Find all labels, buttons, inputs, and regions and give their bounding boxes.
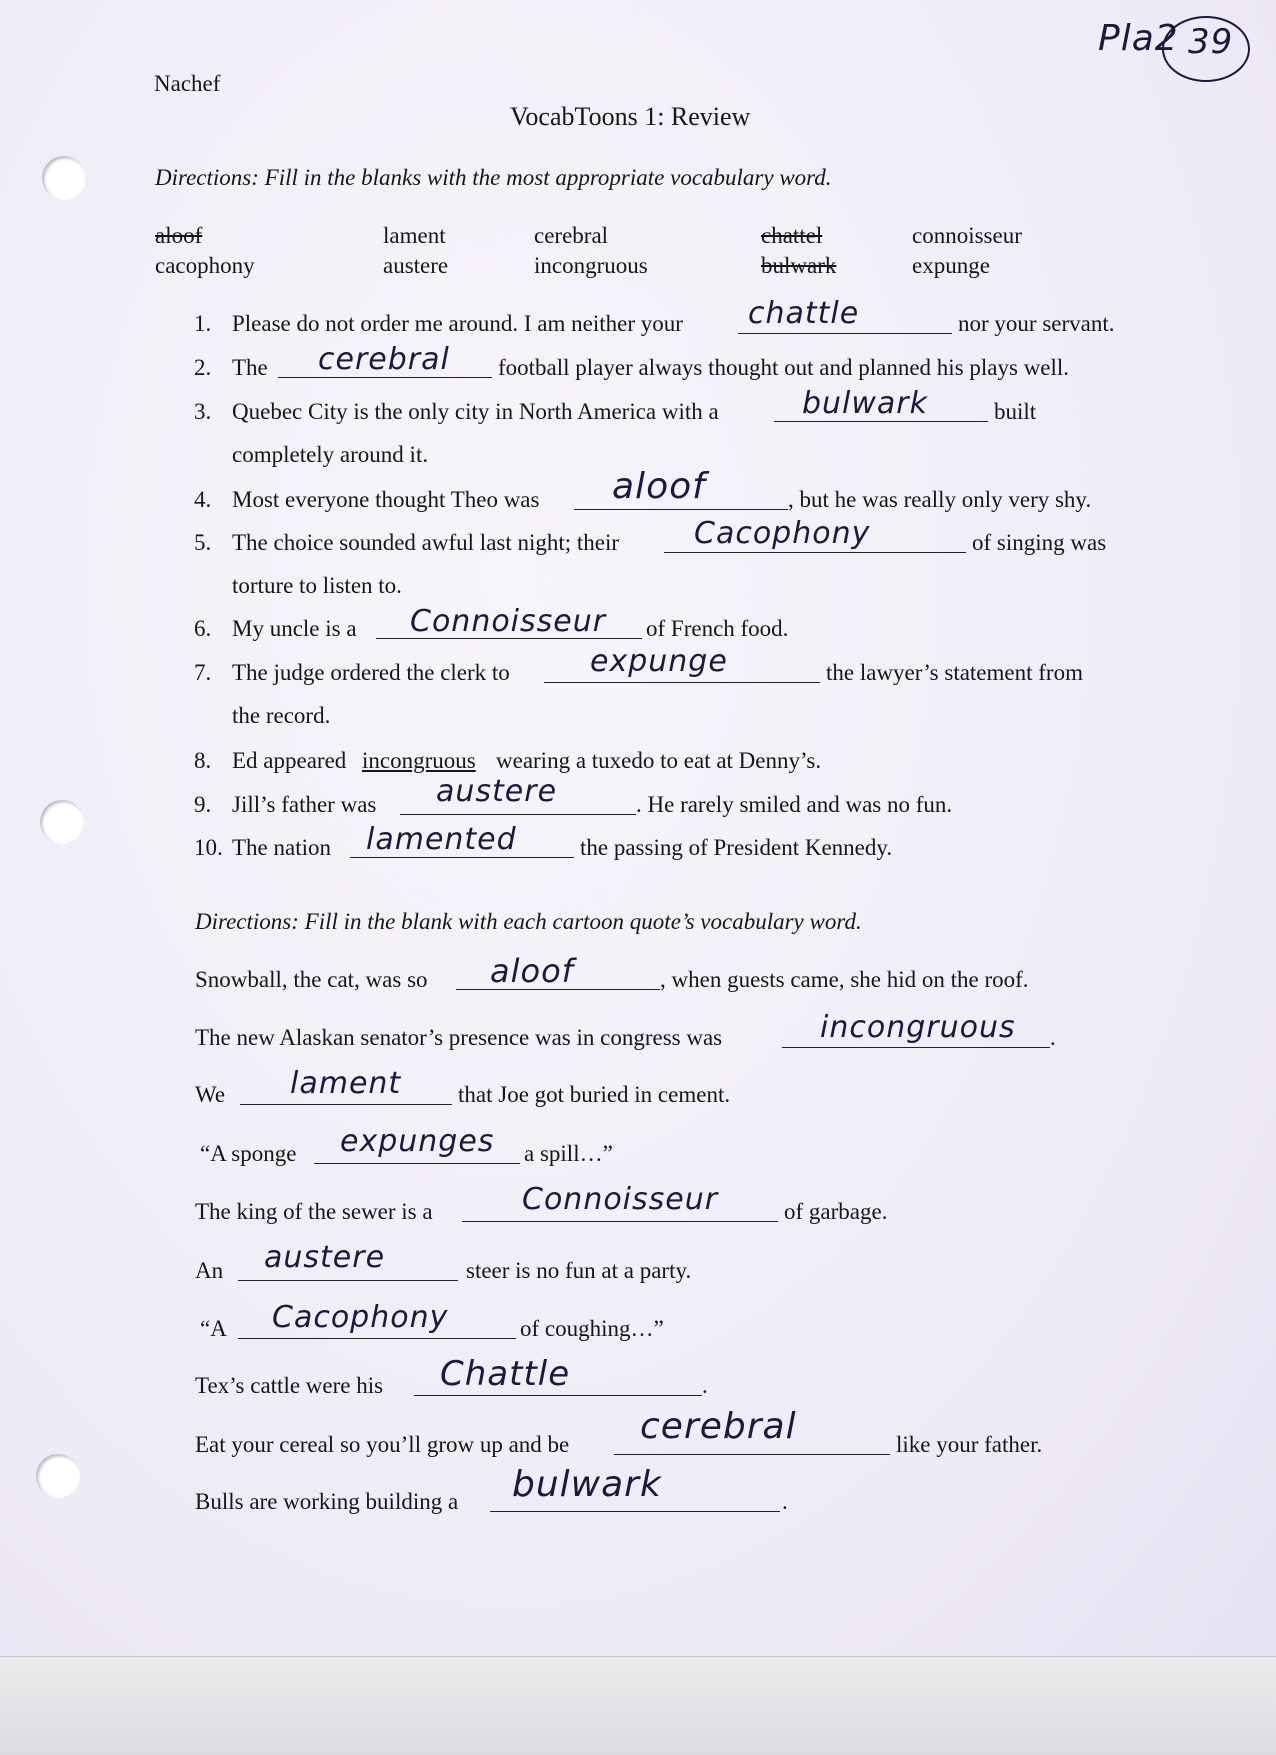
question-text: The nation — [232, 835, 331, 860]
question-text: My uncle is a — [232, 616, 357, 641]
question-text: . He rarely smiled and was no fun. — [636, 792, 953, 817]
answer-blank[interactable] — [544, 682, 820, 683]
question-text: torture to listen to. — [232, 573, 402, 598]
quote-text: , when guests came, she hid on the roof. — [660, 967, 1029, 992]
corner-note: Pla2 — [1098, 18, 1179, 59]
binder-hole-top — [42, 156, 86, 200]
answer-blank[interactable] — [314, 1163, 520, 1164]
answer-blank[interactable] — [240, 1104, 452, 1105]
answer-blank[interactable] — [664, 552, 966, 553]
question-text: wearing a tuxedo to eat at Denny’s. — [496, 748, 822, 773]
handwritten-answer: Connoisseur — [522, 1182, 719, 1217]
question-text: nor your servant. — [958, 311, 1115, 336]
quote-text: “A sponge — [200, 1141, 297, 1166]
word-bank-item: aloof — [155, 223, 203, 248]
question-text: completely around it. — [232, 442, 429, 467]
answer-blank[interactable] — [782, 1047, 1050, 1048]
question-number: 7. — [194, 660, 212, 685]
question-text: The judge ordered the clerk to — [232, 660, 510, 685]
question-number: 3. — [194, 399, 212, 424]
word-bank-item: lament — [383, 223, 446, 248]
handwritten-answer: expunges — [340, 1124, 495, 1159]
question-number: 8. — [194, 748, 212, 773]
quote-text: An — [195, 1258, 224, 1283]
answer-blank[interactable] — [350, 857, 574, 858]
answer-blank[interactable] — [462, 1221, 778, 1222]
question-number: 5. — [194, 530, 212, 555]
question-text: Please do not order me around. I am neither your — [232, 311, 683, 336]
quote-text: . — [782, 1489, 788, 1514]
answer-blank[interactable] — [738, 333, 952, 334]
underlined-word: incongruous — [362, 748, 476, 773]
word-bank-item: cerebral — [534, 223, 609, 248]
answer-blank[interactable] — [278, 377, 492, 378]
quote-text: The king of the sewer is a — [195, 1199, 433, 1224]
word-bank-item: bulwark — [761, 253, 837, 278]
binder-hole-middle — [40, 800, 84, 844]
question-text: of singing was — [972, 530, 1107, 555]
word-bank-item: cacophony — [155, 253, 255, 278]
handwritten-answer: austere — [436, 774, 558, 809]
quote-text: . — [702, 1373, 708, 1398]
score: 39 — [1188, 22, 1234, 62]
question-text: Quebec City is the only city in North America with a — [232, 399, 719, 424]
answer-blank[interactable] — [414, 1395, 702, 1396]
scanner-bed — [0, 1656, 1276, 1755]
question-number: 6. — [194, 616, 212, 641]
question-text: the lawyer’s statement from — [826, 660, 1083, 685]
word-bank-item: chattel — [761, 223, 823, 248]
quote-text: Eat your cereal so you’ll grow up and be — [195, 1432, 570, 1457]
question-text: Most everyone thought Theo was — [232, 487, 540, 512]
directions-1: Directions: Fill in the blanks with the most appropriate vocabulary word. — [155, 165, 832, 190]
question-number: 9. — [194, 792, 212, 817]
directions-2: Directions: Fill in the blank with each cartoon quote’s vocabulary word. — [195, 909, 862, 934]
question-text: Ed appeared — [232, 748, 347, 773]
answer-blank[interactable] — [614, 1454, 890, 1455]
handwritten-answer: aloof — [490, 952, 574, 990]
word-bank-item: incongruous — [534, 253, 648, 278]
quote-text: that Joe got buried in cement. — [458, 1082, 731, 1107]
question-text: football player always thought out and planned his plays well. — [498, 355, 1070, 380]
question-number: 1. — [194, 311, 212, 336]
quote-text: We — [195, 1082, 226, 1107]
quote-text: “A — [200, 1316, 227, 1341]
answer-blank[interactable] — [774, 421, 988, 422]
page-title: VocabToons 1: Review — [510, 102, 751, 131]
handwritten-answer: cerebral — [640, 1406, 797, 1447]
question-text: The — [232, 355, 268, 380]
quote-text: steer is no fun at a party. — [466, 1258, 692, 1283]
handwritten-answer: Cacophony — [272, 1300, 449, 1335]
quote-text: Tex’s cattle were his — [195, 1373, 384, 1398]
handwritten-answer: austere — [264, 1240, 386, 1275]
handwritten-answer: Cacophony — [694, 516, 871, 551]
answer-blank[interactable] — [490, 1511, 780, 1512]
handwritten-answer: cerebral — [318, 342, 450, 377]
question-text: of French food. — [646, 616, 789, 641]
quote-text: of garbage. — [784, 1199, 888, 1224]
handwritten-answer: bulwark — [802, 386, 929, 421]
question-text: , but he was really only very shy. — [788, 487, 1092, 512]
quote-text: Bulls are working building a — [195, 1489, 459, 1514]
handwritten-answer: lamented — [366, 822, 517, 857]
question-number: 10. — [194, 835, 223, 860]
handwritten-answer: expunge — [590, 644, 728, 679]
quote-text: The new Alaskan senator’s presence was in congress was — [195, 1025, 723, 1050]
question-number: 2. — [194, 355, 212, 380]
word-bank-item: expunge — [912, 253, 990, 278]
answer-blank[interactable] — [238, 1338, 516, 1339]
handwritten-answer: aloof — [612, 466, 706, 507]
question-text: The choice sounded awful last night; their — [232, 530, 620, 555]
quote-text: Snowball, the cat, was so — [195, 967, 428, 992]
handwritten-answer: Connoisseur — [410, 604, 607, 639]
question-text: the passing of President Kennedy. — [580, 835, 893, 860]
question-text: the record. — [232, 703, 331, 728]
question-number: 4. — [194, 487, 212, 512]
quote-text: of coughing…” — [520, 1316, 664, 1341]
quote-text: a spill…” — [524, 1141, 613, 1166]
quote-text: . — [1050, 1025, 1056, 1050]
handwritten-answer: lament — [290, 1066, 402, 1101]
word-bank-item: austere — [383, 253, 449, 278]
answer-blank[interactable] — [574, 509, 788, 510]
handwritten-answer: bulwark — [512, 1464, 662, 1505]
question-text: Jill’s father was — [232, 792, 377, 817]
answer-blank[interactable] — [400, 814, 636, 815]
word-bank-item: connoisseur — [912, 223, 1022, 248]
answer-blank[interactable] — [238, 1280, 458, 1281]
binder-hole-bottom — [36, 1454, 80, 1498]
student-name: Nachef — [154, 71, 221, 96]
quote-text: like your father. — [896, 1432, 1043, 1457]
handwritten-answer: incongruous — [820, 1010, 1016, 1045]
handwritten-answer: chattle — [748, 296, 860, 331]
handwritten-answer: Chattle — [440, 1354, 571, 1394]
question-text: built — [994, 399, 1037, 424]
